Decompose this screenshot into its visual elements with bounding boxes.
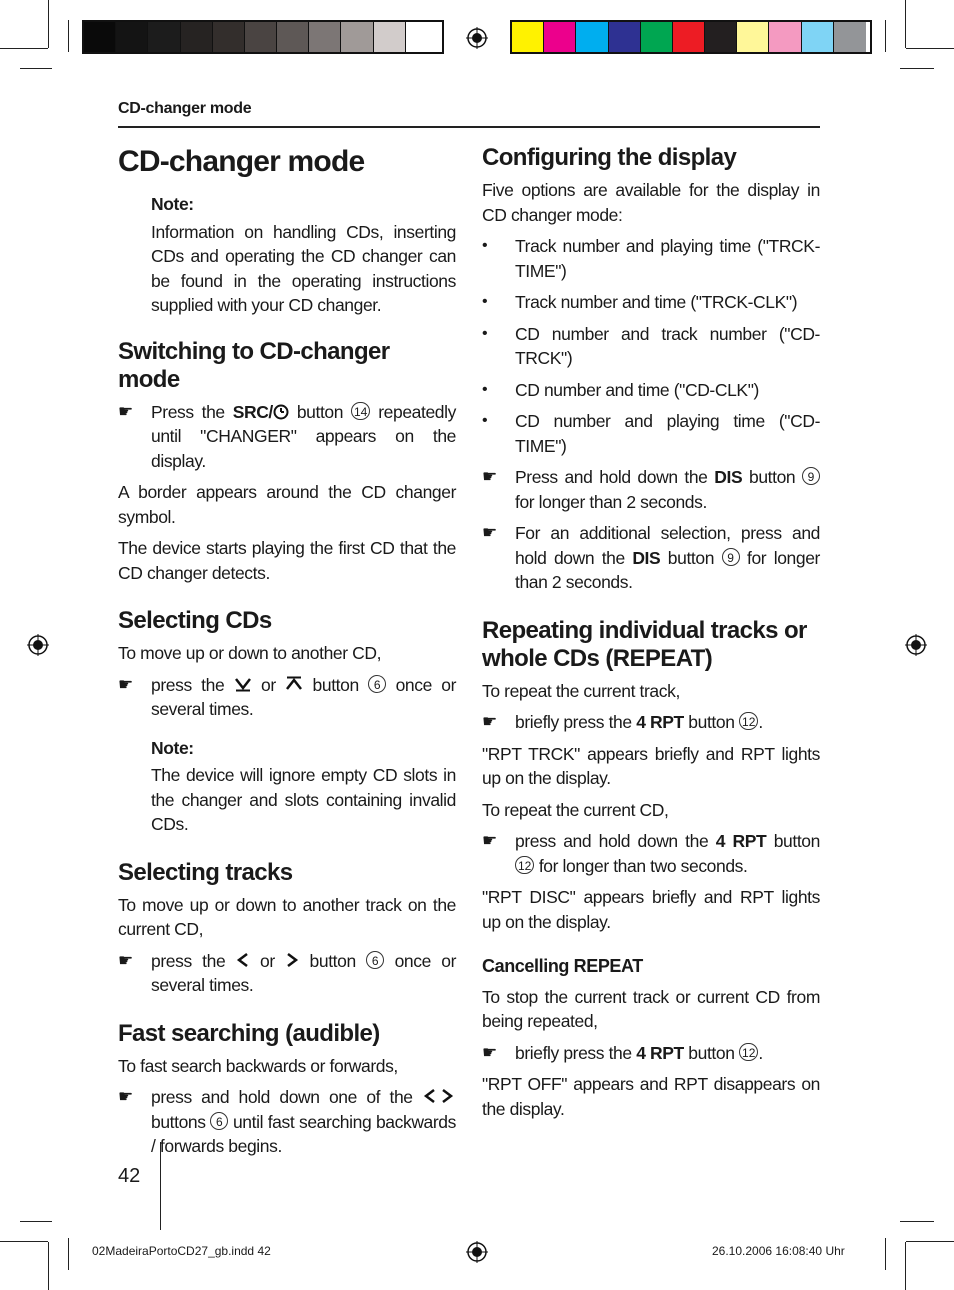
display-option-item (482, 234, 820, 283)
color-swatch (705, 22, 737, 52)
bullet-icon: • (482, 380, 488, 398)
step-text: briefly press the (515, 712, 632, 732)
pointing-hand-icon: ☛ (482, 712, 497, 731)
step-text: button (312, 674, 359, 695)
step-text: press and hold down the (515, 831, 709, 851)
pointing-hand-icon: ☛ (482, 1042, 497, 1062)
button-name: 4 RPT (715, 831, 767, 851)
paragraph: "RPT TRCK" appears briefly and RPT lights up on the display. (482, 743, 820, 788)
page-title: CD-changer mode (118, 145, 365, 178)
running-head: CD-changer mode (118, 100, 252, 117)
registration-mark-icon (466, 1241, 488, 1263)
pointing-hand-icon: ☛ (118, 1087, 133, 1106)
clock-icon (273, 404, 289, 420)
instruction-step (118, 1085, 456, 1159)
paragraph: To fast search backwards or forwards, (118, 1055, 398, 1076)
crop-mark (900, 1221, 934, 1222)
display-option-text: CD number and playing time ("CD-TIME") (515, 411, 820, 456)
color-swatch (406, 22, 438, 52)
display-option-item (482, 378, 820, 403)
step-text: once or several times. (151, 674, 457, 719)
paragraph: Five options are available for the display in CD changer mode: (482, 180, 820, 225)
crop-mark (48, 0, 49, 48)
step-text: button (309, 950, 356, 971)
paragraph: To repeat the current track, (482, 680, 680, 701)
page-number: 42 (118, 1165, 141, 1187)
pointing-hand-icon: ☛ (482, 467, 497, 486)
display-option-item (482, 290, 820, 315)
grayscale-calibration-bar (82, 20, 444, 54)
pointing-hand-icon: ☛ (118, 674, 133, 694)
color-swatch (309, 22, 341, 52)
step-text: for longer than 2 seconds. (515, 491, 707, 512)
button-name: DIS (714, 467, 743, 487)
subsection-heading-cancelling: Cancelling REPEAT (482, 956, 643, 976)
display-option-item (482, 322, 820, 371)
crop-mark (0, 48, 48, 49)
paragraph: To stop the current track or current CD from being repeated, (482, 986, 820, 1031)
step-text: for longer than two seconds. (538, 855, 748, 876)
crop-mark (0, 1241, 48, 1242)
instruction-step (118, 673, 456, 722)
color-swatch (673, 22, 705, 52)
crop-mark (900, 68, 934, 69)
note-block (118, 192, 456, 318)
arrow-left-icon (236, 952, 250, 968)
crop-mark (906, 48, 954, 49)
paragraph: "RPT OFF" appears and RPT disappears on the display. (482, 1074, 820, 1119)
button-number-badge: 9 (802, 467, 820, 485)
instruction-step (482, 521, 820, 595)
pointing-hand-icon: ☛ (482, 831, 497, 850)
color-swatch (834, 22, 866, 52)
pointing-hand-icon: ☛ (118, 401, 133, 421)
step-text: button (688, 712, 735, 732)
button-name: 4 RPT (636, 1042, 684, 1063)
step-text: Press and hold down the (515, 467, 708, 487)
crop-mark (905, 0, 906, 48)
step-text: briefly press the (515, 1042, 632, 1063)
header-rule (118, 126, 820, 128)
color-swatch (277, 22, 309, 52)
step-text: button (748, 467, 796, 487)
button-number-badge: 6 (368, 675, 386, 693)
step-text: press the (151, 950, 226, 971)
color-swatch (213, 22, 245, 52)
color-swatch (245, 22, 277, 52)
right-column (482, 140, 820, 1128)
bullet-icon: • (482, 324, 488, 342)
note-label: Note: (151, 194, 194, 214)
crop-mark (885, 1238, 886, 1270)
display-options-list (482, 234, 820, 458)
note-label: Note: (151, 737, 194, 758)
instruction-step (118, 400, 456, 474)
display-option-text: CD number and track number ("CD-TRCK") (515, 323, 820, 368)
bullet-icon: • (482, 412, 488, 429)
display-option-text: CD number and time ("CD-CLK") (515, 379, 759, 400)
crop-mark (905, 1242, 906, 1290)
button-number-badge: 12 (739, 1043, 758, 1061)
footer-file-info: 02MadeiraPortoCD27_gb.indd 42 (92, 1244, 271, 1258)
instruction-step (482, 465, 820, 514)
step-text: for longer than 2 seconds. (515, 547, 820, 592)
note-text: Information on handling CDs, inserting CDs and operating the CD changer can be found in the operating instructions supplied with your CD changer. (151, 221, 456, 315)
button-name: DIS (632, 547, 661, 568)
button-number-badge: 6 (366, 951, 384, 969)
paragraph: To repeat the current CD, (482, 799, 669, 820)
display-option-item (482, 409, 820, 458)
display-option-text: Track number and playing time ("TRCK-TIME") (515, 236, 820, 281)
step-text: For an additional selection, press and hold down the (515, 523, 820, 568)
crop-mark (68, 1238, 69, 1270)
button-number-badge: 6 (210, 1112, 228, 1130)
crop-mark (68, 20, 69, 52)
registration-mark-icon (905, 634, 927, 656)
color-swatch (769, 22, 801, 52)
step-text: button (773, 831, 820, 851)
crop-mark (48, 1242, 49, 1290)
section-heading-selecting-tracks: Selecting tracks (118, 858, 293, 886)
color-swatch (576, 22, 608, 52)
bullet-icon: • (482, 237, 488, 254)
instruction-step (118, 949, 456, 998)
section-heading-repeat: Repeating individual tracks or whole CDs (REPEAT) (482, 616, 807, 672)
step-text: button (296, 401, 344, 422)
note-text: The device will ignore empty CD slots in the changer and slots containing invalid CDs. (151, 765, 456, 834)
button-number-badge: 12 (515, 856, 534, 874)
arrow-right-icon (285, 952, 299, 968)
button-name: 4 RPT (636, 712, 684, 732)
color-swatch (737, 22, 769, 52)
step-text: or (260, 950, 275, 971)
instruction-step: ☛ briefly press the 4 RPT button 12 . (482, 1041, 820, 1066)
step-text: or (261, 674, 276, 695)
button-name: SRC/ (232, 401, 273, 422)
registration-mark-icon (466, 27, 488, 49)
pointing-hand-icon: ☛ (482, 523, 497, 542)
display-option-text: Track number and time ("TRCK-CLK") (515, 292, 798, 312)
bullet-icon: • (482, 293, 488, 310)
button-number-badge: 9 (722, 548, 740, 566)
note-block (118, 736, 456, 837)
color-swatch (374, 22, 406, 52)
pointing-hand-icon: ☛ (118, 950, 133, 970)
step-text: Press the (151, 401, 225, 422)
step-text: press and hold down one of the (151, 1087, 413, 1107)
color-swatch (148, 22, 180, 52)
step-text: once or several times. (151, 950, 457, 995)
arrow-up-icon (285, 676, 303, 692)
color-swatch (341, 22, 373, 52)
arrow-left-right-icon (422, 1088, 456, 1104)
section-heading-configuring: Configuring the display (482, 144, 737, 171)
color-swatch (512, 22, 544, 52)
instruction-step (482, 829, 820, 878)
registration-mark-icon (27, 634, 49, 656)
instruction-step: ☛ briefly press the 4 RPT button 12 . (482, 710, 820, 735)
crop-mark (885, 20, 886, 52)
color-swatch (641, 22, 673, 52)
footer-timestamp: 26.10.2006 16:08:40 Uhr (712, 1244, 845, 1258)
crop-mark (20, 1221, 52, 1222)
step-text: until fast searching backwards / forwards begins. (151, 1111, 456, 1156)
step-text: button (688, 1042, 735, 1063)
color-swatch (84, 22, 116, 52)
step-text: button (667, 547, 715, 568)
section-heading-selecting-cds: Selecting CDs (118, 607, 272, 634)
color-swatch (116, 22, 148, 52)
paragraph: "RPT DISC" appears briefly and RPT lights up on the display. (482, 887, 820, 932)
left-column (118, 140, 456, 1166)
crop-mark (20, 68, 52, 69)
step-text: repeatedly until "CHANGER" appears on the display. (151, 401, 456, 471)
step-text: press the (151, 674, 225, 695)
color-swatch (544, 22, 576, 52)
button-number-badge: 12 (739, 712, 758, 730)
step-text: buttons (151, 1111, 206, 1132)
color-calibration-bar (510, 20, 872, 54)
button-number-badge: 14 (351, 402, 370, 420)
section-heading-fast-search: Fast searching (audible) (118, 1019, 380, 1047)
paragraph: To move up or down to another track on the current CD, (118, 894, 456, 939)
section-heading-switching: Switching to CD-changer mode (118, 337, 390, 393)
paragraph: The device starts playing the first CD that the CD changer detects. (118, 538, 456, 583)
paragraph: A border appears around the CD changer symbol. (118, 482, 456, 527)
crop-mark (906, 1241, 954, 1242)
color-swatch (802, 22, 834, 52)
paragraph: To move up or down to another CD, (118, 643, 382, 663)
color-swatch (181, 22, 213, 52)
arrow-down-icon (234, 676, 252, 692)
color-swatch (609, 22, 641, 52)
